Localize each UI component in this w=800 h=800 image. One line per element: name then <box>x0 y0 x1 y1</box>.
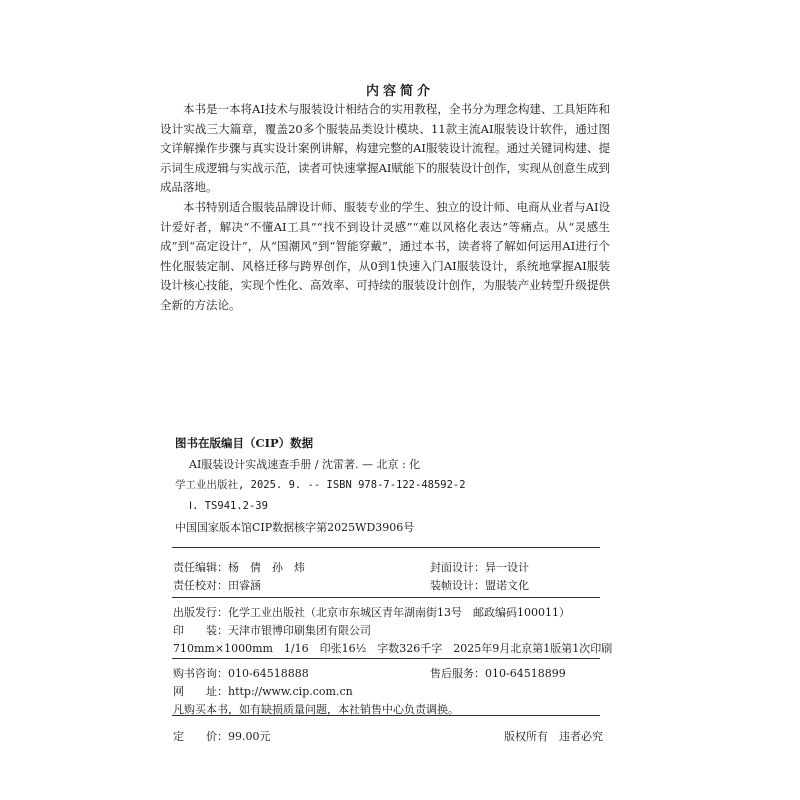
credits-block <box>173 559 603 595</box>
intro-body <box>160 100 610 316</box>
divider <box>172 715 600 716</box>
cover-design-credit: 封面设计：异一设计 <box>430 561 529 574</box>
publisher-info: 出版发行：化学工业出版社（北京市东城区青年湖南街13号 邮政编码100011） <box>173 606 570 619</box>
editor-credit: 责任编辑：杨 倩 孙 炜 <box>173 561 305 574</box>
cip-entry-line: AI服装设计实战速查手册 / 沈雷著. — 北京 : 化 <box>189 458 421 471</box>
divider <box>172 597 600 598</box>
cip-title: 图书在版编目（CIP）数据 <box>175 436 314 450</box>
proofreader-credit: 责任校对：田睿涵 <box>173 579 261 592</box>
printer-info: 印 装：天津市银博印刷集团有限公司 <box>173 624 371 637</box>
publishing-block <box>173 604 613 658</box>
intro-paragraph: 本书特别适合服装品牌设计师、服装专业的学生、独立的设计师、电商从业者与AI设计爱好者，解决“不懂AI工具”“找不到设计灵感”“难以风格化表达”等痛点。从“灵感生成”到“高定设计”，从“国潮风”到“智能穿戴”，通过本书，读者将了解如何运用AI进行个性化服装定制、风格迁移与跨界创作，从0到1快速入门AI服装设计，系统地掌握AI服装设计核心技能，实现个性化、高效率、可持续的服装设计创作，为服装产业转型升级提供全新的方法论。 <box>160 199 610 312</box>
cip-record-number: 中国国家版本馆CIP数据核字第2025WD3906号 <box>175 521 415 534</box>
format-info: 710mm×1000mm 1/16 印张16½ 字数326千字 2025年9月北京第1版第1次印刷 <box>173 642 613 655</box>
footer-block <box>173 728 603 746</box>
quality-notice: 凡购买本书，如有缺损质量问题，本社销售中心负责调换。 <box>173 703 459 716</box>
copyright-notice: 版权所有 违者必究 <box>504 730 603 743</box>
purchase-contact: 购书咨询：010-64518888 <box>173 667 309 680</box>
divider <box>172 547 600 548</box>
intro-title: 内容简介 <box>365 84 434 99</box>
cip-block <box>175 432 615 538</box>
intro-paragraph: 本书是一本将AI技术与服装设计相结合的实用教程，全书分为理念构建、工具矩阵和设计实战三大篇章，覆盖20多个服装品类设计模块、11款主流AI服装设计软件，通过图文详解操作步骤与真实设计案例讲解，构建完整的AI服装设计流程。通过关键词构建、提示词生成逻辑与实战示范，读者可快速掌握AI赋能下的服装设计创作，实现从创意生成到成品落地。 <box>160 102 610 195</box>
cip-class-number: Ⅰ. TS941.2-39 <box>189 500 268 512</box>
divider <box>172 658 600 659</box>
layout-design-credit: 装帧设计：盟诺文化 <box>430 579 529 592</box>
contact-block <box>173 665 603 719</box>
after-sales-contact: 售后服务：010-64518899 <box>430 667 566 680</box>
website-link[interactable]: 网 址：http://www.cip.com.cn <box>173 685 353 698</box>
cip-entry-line: 学工业出版社, 2025. 9. -- ISBN 978-7-122-48592-2 <box>175 479 466 491</box>
price-label: 定 价：99.00元 <box>173 730 271 743</box>
